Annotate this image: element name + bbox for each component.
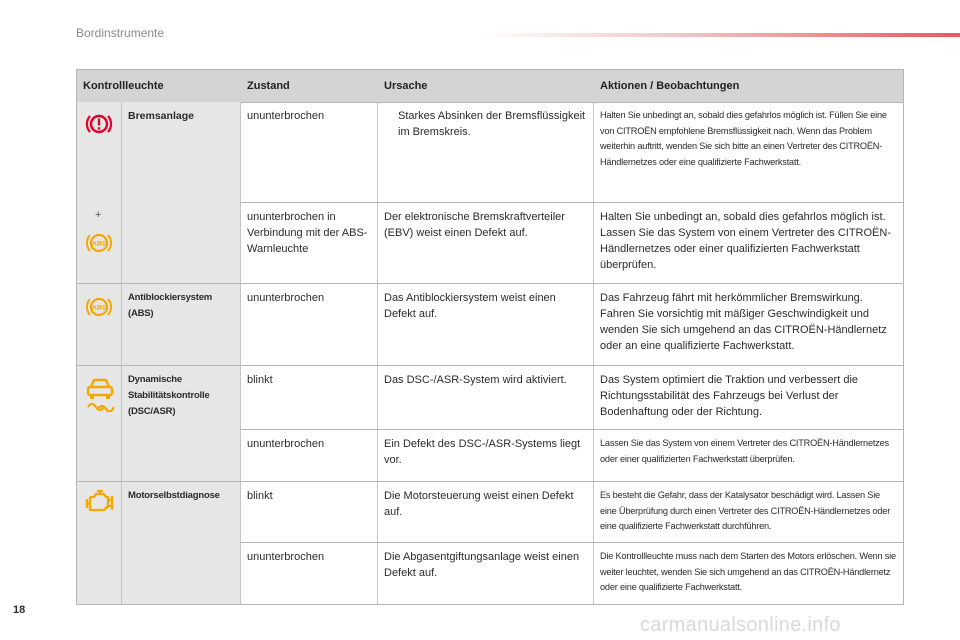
zustand-cell: ununterbrochen [241, 284, 378, 365]
aktion-cell: Es besteht die Gefahr, dass der Katalysator beschädigt wird. Lassen Sie eine Überprüfung durch einen Vertreter des CITROËN-Händlernetzes oder eine qualifizierte Fachwerkstatt durchführen. [600, 490, 891, 531]
abs-warning-icon [85, 229, 113, 257]
aktion-cell: Halten Sie unbedingt an, sobald dies gefahrlos möglich ist. Füllen Sie eine von CITROËN empfohlene Bremsflüssigkeit nach. Wenn das Problem weiterhin auftritt, wenden Sie sich bitte an einen Vertreter des CITROËN-Händlernetzes oder eine qualifizierte Fachwerkstatt. [600, 110, 887, 167]
ursache-cell: Das DSC-/ASR-System wird aktiviert. [378, 366, 594, 429]
light-name-engine: Motorselbstdiagnose [122, 482, 241, 604]
column-header-aktionen: Aktionen / Beobachtungen [600, 80, 740, 92]
column-header-kontrollleuchte: Kontrollleuchte [83, 80, 164, 92]
brake-warning-icon [85, 110, 113, 138]
icon-cell-dsc [77, 366, 122, 481]
ursache-cell: Der elektronische Bremskraftverteiler (EBV) weist einen Defekt auf. [378, 203, 594, 283]
header-accent-bar [478, 33, 960, 37]
icon-cell-engine [77, 482, 122, 604]
engine-check-icon [84, 488, 116, 516]
ursache-text: Das Antiblockiersystem weist einen Defekt auf. [384, 292, 556, 320]
zustand-cell: blinkt [241, 366, 378, 429]
aktion-cell: Lassen Sie das System von einem Vertreter des CITROËN-Händlernetzes oder einer qualifizierten Fachwerkstatt überprüfen. [600, 438, 889, 464]
ursache-cell: Die Abgasentgiftungsanlage weist einen Defekt auf. [378, 543, 594, 604]
skid-car-icon [84, 376, 116, 412]
ursache-cell [378, 102, 594, 202]
ursache-cell [378, 284, 594, 365]
plus-sign: + [95, 209, 102, 221]
aktion-cell: Das Fahrzeug fährt mit herkömmlicher Bremswirkung. Fahren Sie vorsichtig mit mäßiger Geschwindigkeit und wenden Sie sich umgehend an das CITROËN-Händlernetz oder an eine qualifizierte Fachwerkstatt. [600, 292, 887, 352]
svg-text:ABS: ABS [91, 304, 107, 312]
watermark: carmanualsonline.info [640, 614, 841, 636]
ursache-cell: Die Motorsteuerung weist einen Defekt auf. [378, 482, 594, 542]
ursache-cell [378, 430, 594, 481]
light-name-dsc: Dynamische Stabilitätskontrolle (DSC/ASR) [122, 366, 241, 481]
warning-lights-table [76, 69, 904, 605]
light-name-bremsanlage: Bremsanlage [122, 102, 241, 283]
section-title: Bordinstrumente [76, 26, 165, 40]
svg-text:ABS: ABS [91, 240, 107, 248]
light-name-abs: Antiblockiersystem (ABS) [122, 284, 241, 365]
zustand-cell: ununterbrochen in Verbindung mit der ABS-Warnleuchte [241, 203, 378, 283]
column-header-zustand: Zustand [247, 80, 290, 92]
abs-warning-icon [85, 293, 113, 321]
table-header [77, 70, 903, 103]
ursache-text: Starkes Absinken der Bremsflüssigkeit im Bremskreis. [398, 110, 586, 138]
zustand-cell: blinkt [241, 482, 378, 542]
zustand-cell: ununterbrochen [241, 102, 378, 202]
icon-cell-abs [77, 284, 122, 365]
column-header-ursache: Ursache [384, 80, 428, 92]
zustand-cell: ununterbrochen [241, 430, 378, 481]
aktion-cell: Die Kontrollleuchte muss nach dem Starten des Motors erlöschen. Wenn sie weiter leuchtet, wenden Sie sich umgehend an das CITROËN-Händlernetz oder eine qualifizierte Fachwerkstatt. [600, 551, 896, 592]
aktion-cell: Halten Sie unbedingt an, sobald dies gefahrlos möglich ist. Lassen Sie das System von einem Vertreter des CITROËN-Händlernetzes oder einer qualifizierten Fachwerkstatt überprüfen. [600, 211, 892, 271]
ursache-text: Ein Defekt des DSC-/ASR-Systems liegt vor. [384, 438, 581, 466]
aktion-cell: Das System optimiert die Traktion und verbessert die Richtungsstabilität des Fahrzeugs bei Verlust der Bodenhaftung oder der Richtung. [600, 374, 859, 418]
page-number: 18 [13, 604, 26, 616]
zustand-cell: ununterbrochen [241, 543, 378, 604]
icon-cell-bremsanlage [77, 102, 122, 283]
